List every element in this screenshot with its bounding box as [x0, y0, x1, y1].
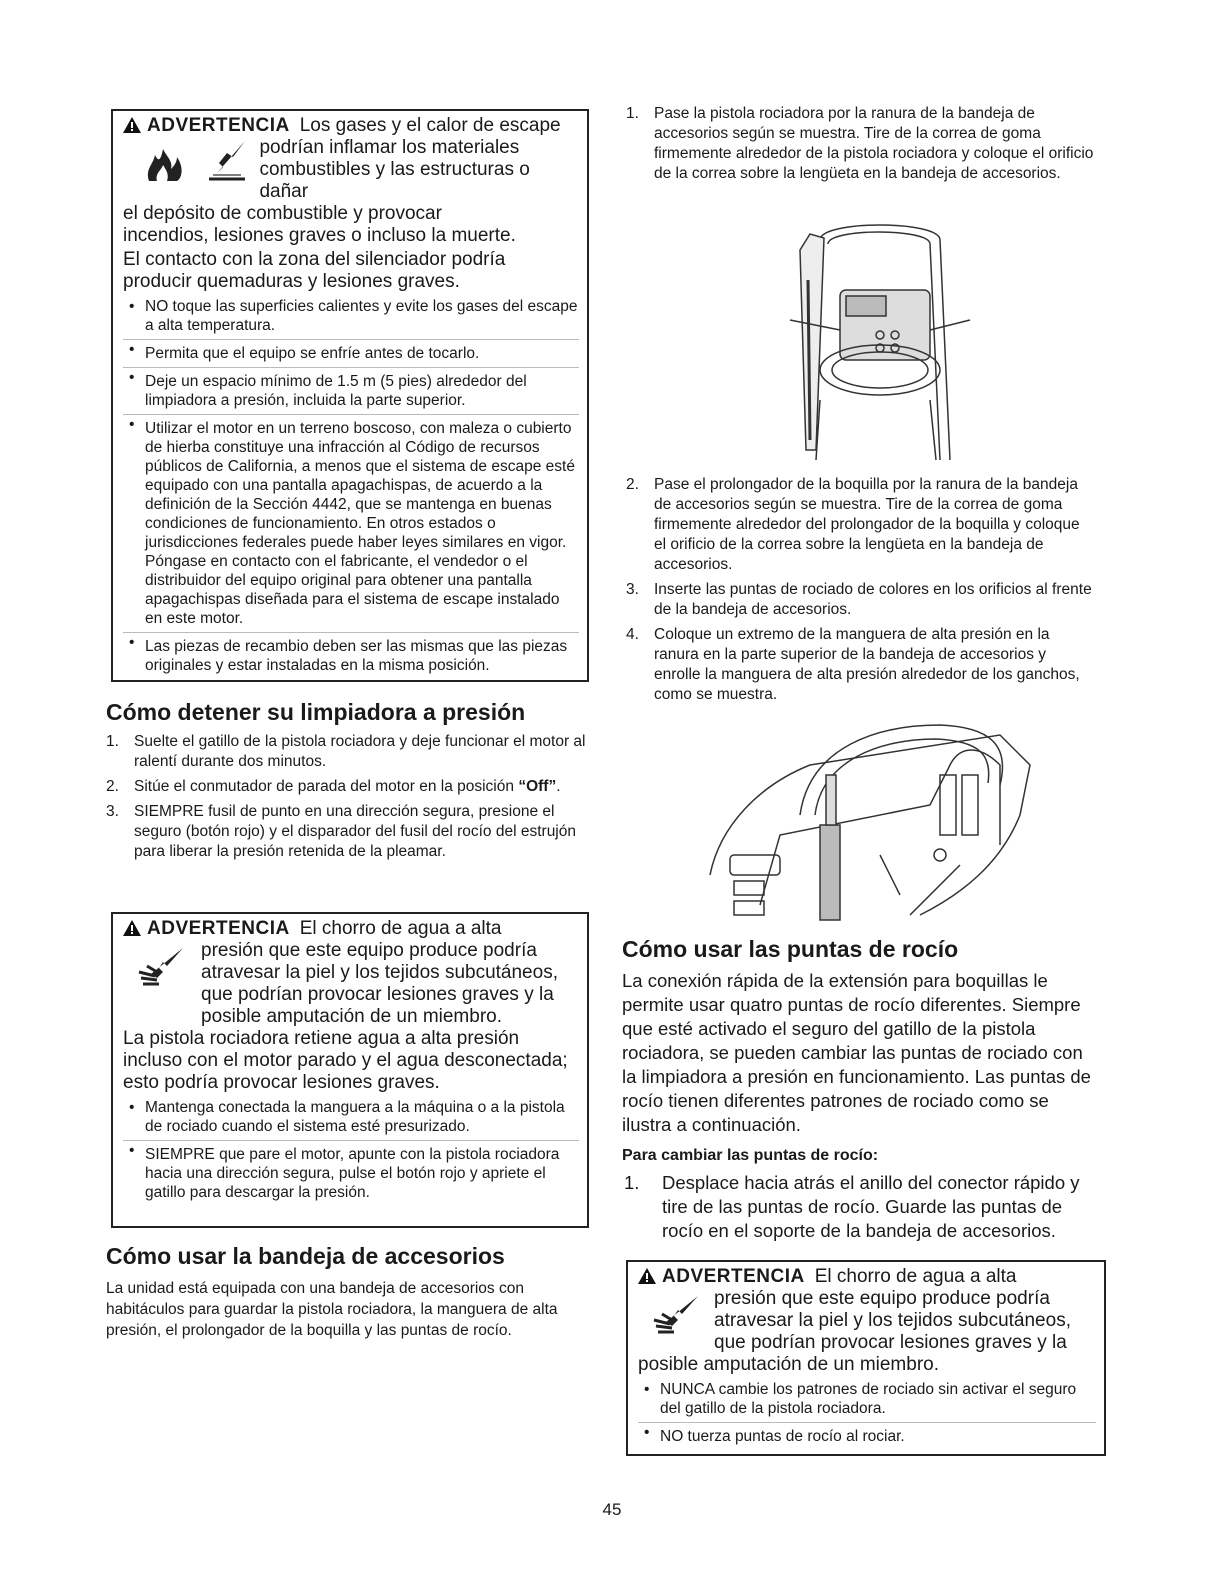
figure-spray-gun-in-tray [780, 220, 980, 470]
hazard-icons [143, 139, 249, 188]
warning-line-1: podrían inflamar los materiales [259, 137, 520, 158]
tray-section-body: La unidad está equipada con una bandeja de accesorios con habitáculos para guardar la pistola rociadora, la manguera de alta presión, el prolongador de la boquilla y las puntas de rocío. [106, 1280, 558, 1339]
figure-line-art [790, 225, 970, 460]
warning-keyword: ADVERTENCIA [147, 115, 290, 136]
tray-step-3 [626, 580, 1096, 620]
stop-section [106, 698, 596, 867]
hazard-icons [137, 946, 185, 995]
step-number: 3. [106, 803, 119, 820]
warning-box-spray-tips [626, 1260, 1106, 1456]
warning-bullet: • Deje un espacio mínimo de 1.5 m (5 pies) alrededor del limpiadora a presión, incluida la parte superior. [123, 367, 579, 410]
step-bold-text: “Off” [518, 778, 557, 795]
stop-step-1 [106, 732, 596, 772]
warning-lead: Los gases y el calor de escape [299, 115, 561, 136]
warning-bullet: • NO tuerza puntas de rocío al rociar. [638, 1422, 1096, 1446]
warning-para-gun: La pistola rociadora retiene agua a alta presión incluso con el motor parado y el agua desconectada; esto podría provocar lesiones graves. [123, 1028, 568, 1093]
tips-section-title: Cómo usar las puntas de rocío [622, 936, 959, 962]
warning-line-3: que podrían provocar lesiones graves y la [201, 984, 554, 1005]
injection-hazard-icon [137, 946, 185, 990]
tray-step-4 [626, 625, 1096, 705]
tray-step-2 [626, 475, 1096, 575]
step-number: 2. [626, 476, 639, 493]
warning-keyword: ADVERTENCIA [147, 918, 290, 939]
fire-icon [143, 139, 187, 183]
warning-bullet: • Permita que el equipo se enfríe antes de tocarlo. [123, 339, 579, 363]
warning-line-2: atravesar la piel y los tejidos subcutáneos, [714, 1310, 1071, 1331]
tips-section [622, 935, 1102, 1243]
step-text: Coloque un extremo de la manguera de alta presión en la ranura en la parte superior de la bandeja de accesorios y enrolle la manguera de alta presión alrededor de los ganchos, como se muestra. [654, 626, 1080, 703]
step-number: 3. [626, 581, 639, 598]
tips-section-body: La conexión rápida de la extensión para boquillas le permite usar quatro puntas de rocío diferentes. Siempre que esté activado el seguro del gatillo de la pistola rociadora, se pueden cambiar las puntas de rociado con la limpiadora a presión en funcionamiento. Las puntas de rocío tienen diferentes patrones de rociado como se ilustra a continuación. [622, 970, 1091, 1135]
warning-bullets [123, 297, 579, 675]
warning-box-high-pressure [111, 912, 589, 1228]
tray-step-1 [626, 104, 1096, 184]
step-text-end: . [556, 778, 561, 795]
warning-header [123, 918, 579, 940]
step-number: 4. [626, 626, 639, 643]
warning-bullet: • NUNCA cambie los patrones de rociado sin activar el seguro del gatillo de la pistola rociadora. [638, 1380, 1096, 1418]
warning-triangle-icon [638, 1268, 656, 1284]
warning-header [638, 1266, 1096, 1288]
tips-subtitle: Para cambiar las puntas de rocío: [622, 1147, 879, 1164]
step-text: Inserte las puntas de rociado de colores en los orificios al frente de la bandeja de accesorios. [654, 581, 1092, 618]
warning-triangle-icon [123, 117, 141, 133]
warning-line-4: posible amputación de un miembro. [201, 1006, 503, 1027]
step-number: 1. [626, 105, 639, 122]
figure-hose-on-tray [700, 705, 1040, 925]
step-number: 1. [106, 733, 119, 750]
warning-bullets [123, 1098, 579, 1202]
warning-tail: incendios, lesiones graves o incluso la muerte. [123, 225, 516, 246]
warning-lead: El chorro de agua a alta [299, 918, 502, 939]
warning-line-3: que podrían provocar lesiones graves y la [714, 1332, 1067, 1353]
stop-step-2 [106, 777, 596, 797]
warning-tail: posible amputación de un miembro. [638, 1354, 940, 1375]
step-text: SIEMPRE fusil de punto en una dirección segura, presione el seguro (botón rojo) y el disparador del fusil del rocío del estrujón para liberar la presión retenida de la pleamar. [134, 803, 576, 860]
warning-bullets [638, 1380, 1096, 1446]
stop-steps [106, 732, 596, 862]
step-number: 2. [106, 778, 119, 795]
warning-keyword: ADVERTENCIA [662, 1266, 805, 1287]
step-text: Sitúe el conmutador de parada del motor en la posición [134, 778, 514, 795]
warning-bullet: • Mantenga conectada la manguera a la máquina o a la pistola de rociado cuando el sistema esté presurizado. [123, 1098, 579, 1136]
tray-section-title: Cómo usar la bandeja de accesorios [106, 1243, 505, 1269]
warning-triangle-icon [123, 920, 141, 936]
warning-lead: El chorro de agua a alta [814, 1266, 1017, 1287]
warning-line-3: el depósito de combustible y provocar [123, 203, 442, 224]
warning-line-2: atravesar la piel y los tejidos subcutáneos, [201, 962, 558, 983]
step-text: Desplace hacia atrás el anillo del conector rápido y tire de las puntas de rocío. Guarde las puntas de rocío en el soporte de la bandeja de accesorios. [662, 1172, 1080, 1241]
warning-header [123, 115, 579, 137]
warning-bullet: • Utilizar el motor en un terreno boscoso, con maleza o cubierto de hierba constituye una infracción al Código de recursos públicos de California, a menos que el sistema de escape esté equipado con una pantalla apagachispas, de acuerdo a la definición de la Sección 4442, que se mantenga en buenas condiciones de funcionamiento. En otros estados o jurisdicciones federales puede haber leyes similares en vigor. Póngase en contacto con el fabricante, el vendedor o el distribuidor del equipo original para obtener una pantalla apagachispas diseñada para el sistema de escape instalado en este motor. [123, 414, 579, 628]
warning-box-exhaust [111, 109, 589, 682]
tray-section [106, 1242, 586, 1341]
warning-line-2: combustibles y las estructuras o dañar [259, 159, 530, 202]
warning-line-1: presión que este equipo produce podría [201, 940, 537, 961]
stop-section-title: Cómo detener su limpiadora a presión [106, 699, 526, 725]
warning-para-muffler: El contacto con la zona del silenciador podría producir quemaduras y lesiones graves. [123, 249, 506, 292]
warning-bullet: • Las piezas de recambio deben ser las mismas que las piezas originales y estar instaladas en la misma posición. [123, 632, 579, 675]
hazard-icons [652, 1294, 700, 1343]
hot-surface-icon [205, 139, 249, 183]
warning-bullet: • SIEMPRE que pare el motor, apunte con la pistola rociadora hacia una dirección segura, pulse el botón rojo y apriete el gatillo para descargar la presión. [123, 1140, 579, 1202]
tray-steps-b [626, 475, 1096, 710]
stop-step-3 [106, 802, 596, 862]
injection-hazard-icon [652, 1294, 700, 1338]
figure-line-art [710, 725, 1030, 920]
step-text: Pase el prolongador de la boquilla por la ranura de la bandeja de accesorios según se muestra. Tire de la correa de goma firmemente alrededor del prolongador de la boquilla y coloque el orificio de la correa sobre la lengüeta en la bandeja de accesorios. [654, 476, 1080, 573]
warning-line-1: presión que este equipo produce podría [714, 1288, 1050, 1309]
step-number: 1. [624, 1172, 640, 1193]
tips-step-1 [622, 1171, 1102, 1243]
step-text: Suelte el gatillo de la pistola rociadora y deje funcionar el motor al ralentí durante dos minutos. [134, 733, 586, 770]
step-text: Pase la pistola rociadora por la ranura de la bandeja de accesorios según se muestra. Tire de la correa de goma firmemente alrededor de la pistola rociadora y coloque el orificio de la correa sobre la lengüeta en la bandeja de accesorios. [654, 105, 1094, 182]
warning-bullet: • NO toque las superficies calientes y evite los gases del escape a alta temperatura. [123, 297, 579, 335]
tray-steps-a [626, 104, 1096, 189]
page-number: 45 [602, 1500, 622, 1519]
